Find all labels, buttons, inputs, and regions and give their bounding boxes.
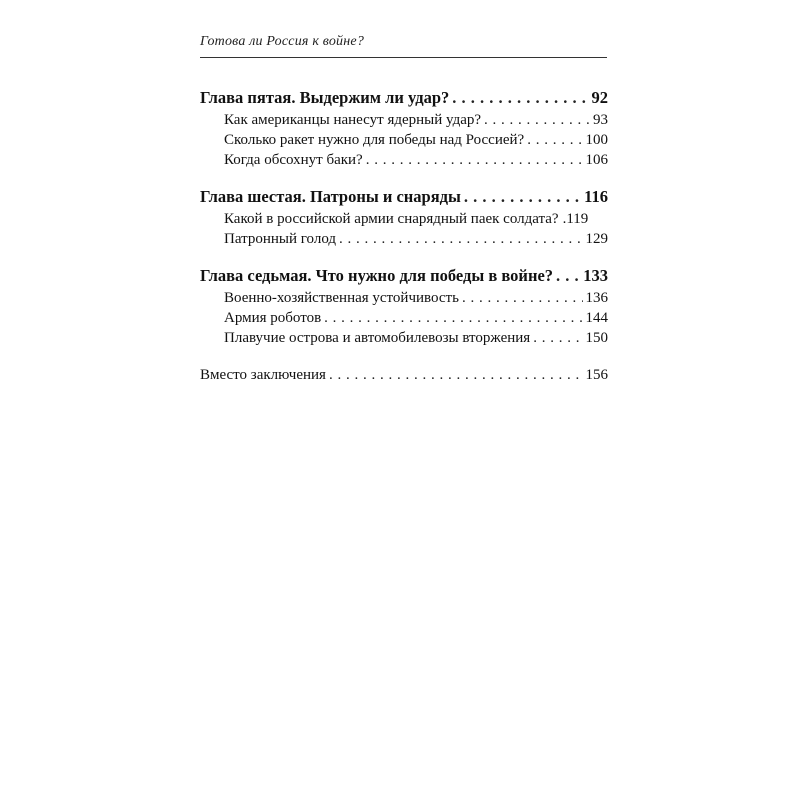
item-title: Армия роботов — [224, 310, 322, 326]
page-number: 150 — [585, 330, 608, 346]
chapter-entry[interactable] — [200, 88, 608, 108]
running-head: Готова ли Россия к войне? — [200, 34, 365, 49]
chapter-entry[interactable] — [200, 187, 608, 207]
dot-leader — [452, 88, 588, 108]
toc-conclusion — [200, 365, 608, 385]
toc-item[interactable] — [200, 328, 608, 348]
dot-leader — [484, 110, 590, 130]
dot-leader — [462, 288, 583, 308]
page-number: 92 — [591, 88, 608, 107]
page-number: 156 — [585, 367, 608, 383]
item-title: Когда обсохнут баки? — [224, 152, 363, 168]
item-title: Плавучие острова и автомобилевозы вторжения — [224, 330, 531, 346]
page-number: 116 — [584, 187, 608, 206]
item-title: Сколько ракет нужно для победы над Россией? — [224, 132, 525, 148]
toc-chapter-5 — [200, 88, 608, 170]
item-title: Какой в российской армии снарядный паек солдата? — [224, 211, 559, 227]
item-title: Патронный голод — [224, 231, 337, 247]
page-number: 93 — [593, 112, 608, 128]
item-title: Как американцы нанесут ядерный удар? — [224, 112, 482, 128]
toc-item[interactable] — [200, 110, 608, 130]
dot-leader — [324, 308, 582, 328]
page-number: 106 — [585, 152, 608, 168]
header-rule — [200, 57, 607, 58]
dot-leader — [339, 229, 582, 249]
toc-item[interactable] — [200, 288, 608, 308]
item-title: Военно-хозяйственная устойчивость — [224, 290, 459, 306]
dot-leader — [366, 150, 583, 170]
page-number: .119 — [562, 211, 589, 227]
page-number: 129 — [585, 231, 608, 247]
dot-leader — [464, 187, 581, 207]
chapter-title: Глава пятая. Выдержим ли удар? — [200, 88, 450, 107]
page-number: 100 — [585, 132, 608, 148]
dot-leader — [527, 130, 582, 150]
dot-leader — [533, 328, 582, 348]
conclusion-title: Вместо заключения — [200, 367, 326, 383]
page-number: 144 — [585, 310, 608, 326]
conclusion-entry[interactable] — [200, 365, 608, 385]
dot-leader — [556, 266, 580, 286]
toc-chapter-6 — [200, 187, 608, 249]
chapter-title: Глава шестая. Патроны и снаряды — [200, 187, 461, 206]
page-number: 133 — [583, 266, 608, 285]
toc-item[interactable] — [200, 229, 608, 249]
toc-item[interactable] — [200, 308, 608, 328]
table-of-contents — [200, 88, 608, 402]
chapter-entry[interactable] — [200, 266, 608, 286]
toc-item[interactable] — [200, 209, 608, 229]
toc-item[interactable] — [200, 150, 608, 170]
toc-chapter-7 — [200, 266, 608, 348]
page-number: 136 — [585, 290, 608, 306]
chapter-title: Глава седьмая. Что нужно для победы в войне? — [200, 266, 554, 285]
toc-item[interactable] — [200, 130, 608, 150]
dot-leader — [329, 365, 583, 385]
